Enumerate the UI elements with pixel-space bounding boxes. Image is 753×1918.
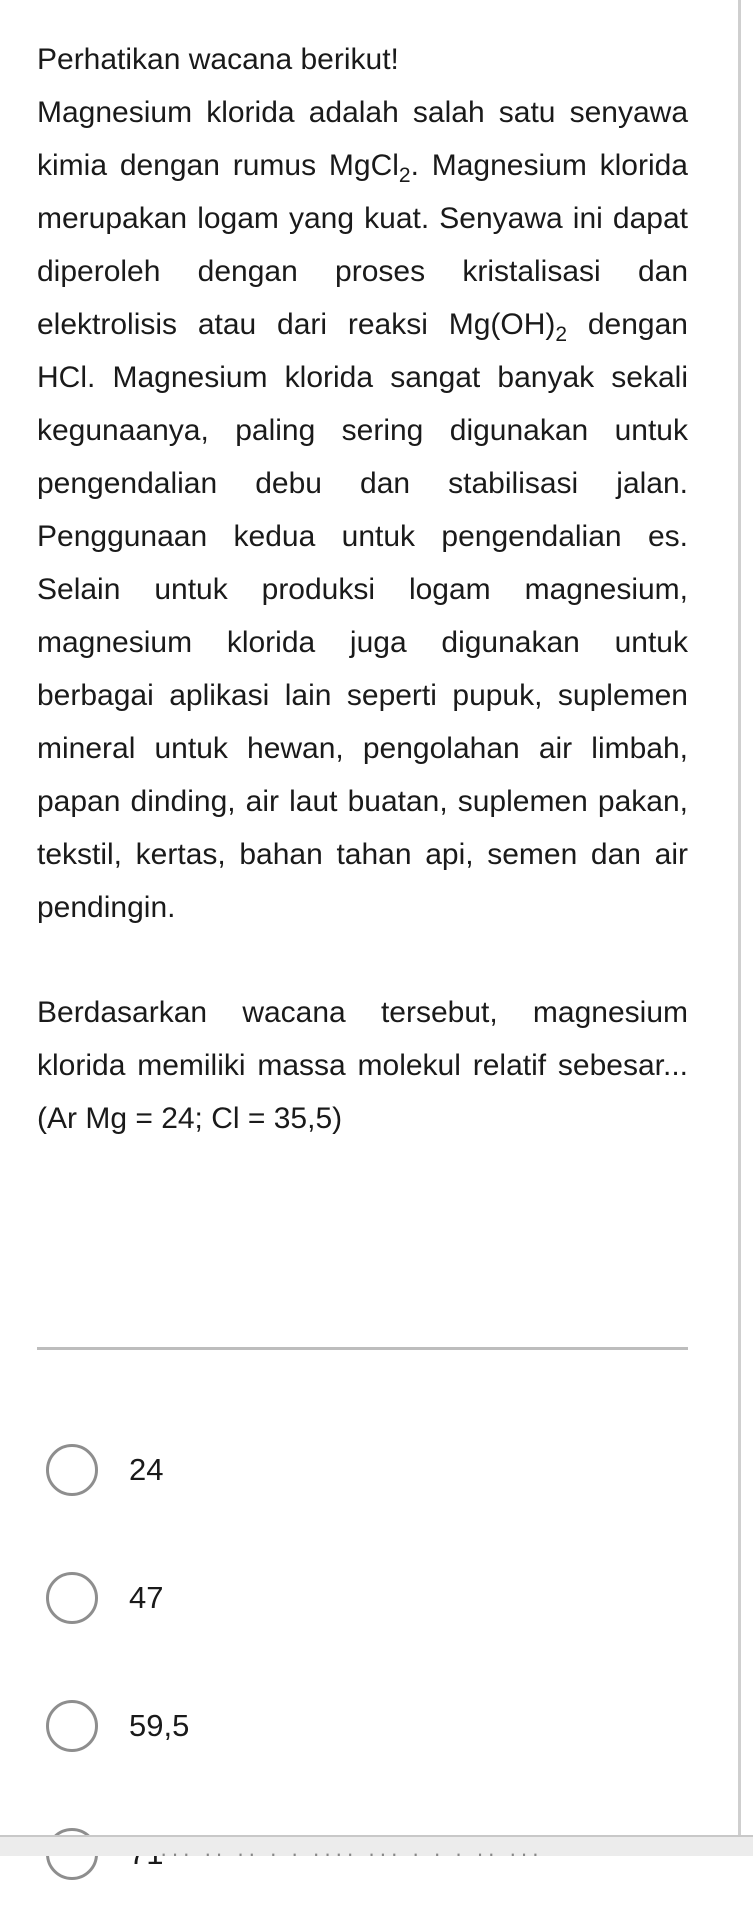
passage-intro: Perhatikan wacana berikut! [37, 43, 399, 76]
formula-subscript-2: 2 [555, 323, 568, 346]
answer-option-b[interactable] [46, 1534, 686, 1662]
passage-text-part-2: . Magnesium klorida merupakan logam yang kuat. Senyawa ini dapat diperoleh dengan proses kristalisasi dan elektrolisis atau dari reaksi Mg(OH) [37, 149, 688, 341]
right-border-line [738, 0, 741, 1835]
question-text: Berdasarkan wacana tersebut, magnesium klorida memiliki massa molekul relatif sebesar... (Ar Mg = 24; Cl = 35,5) [37, 996, 688, 1135]
passage-text [37, 86, 688, 934]
answer-option-c[interactable] [46, 1662, 686, 1790]
bottom-toolbar [0, 1835, 753, 1856]
answer-option-label: 47 [129, 1580, 164, 1615]
passage-text-part-3: dengan HCl. Magnesium klorida sangat banyak sekali kegunaanya, paling sering digunakan untuk pengendalian debu dan stabilisasi jalan. Penggunaan kedua untuk pengendalian es. Selain untuk produksi logam magnesium, magnesium klorida juga digunakan untuk berbagai aplikasi lain seperti pupuk, suplemen mineral untuk hewan, pengolahan air limbah, papan dinding, air laut buatan, suplemen pakan, tekstil, kertas, bahan tahan api, semen dan air pendingin. [37, 308, 688, 924]
answer-option-label: 24 [129, 1452, 164, 1487]
radio-button-icon[interactable] [46, 1572, 98, 1624]
radio-button-icon[interactable] [46, 1700, 98, 1752]
formula-subscript-1: 2 [398, 164, 411, 187]
passage-text-part-1: Magnesium klorida adalah salah satu senyawa kimia dengan rumus MgCl [37, 96, 688, 182]
answer-option-a[interactable] [46, 1406, 686, 1534]
radio-button-icon[interactable] [46, 1444, 98, 1496]
bottom-toolbar-text: ··· ·· ·· · · ···· ··· · · · ·· ··· [160, 1841, 544, 1856]
answer-option-label: 59,5 [129, 1708, 190, 1743]
question-divider [37, 1347, 688, 1350]
question-card [37, 33, 688, 1145]
paragraph-spacer [37, 934, 688, 986]
